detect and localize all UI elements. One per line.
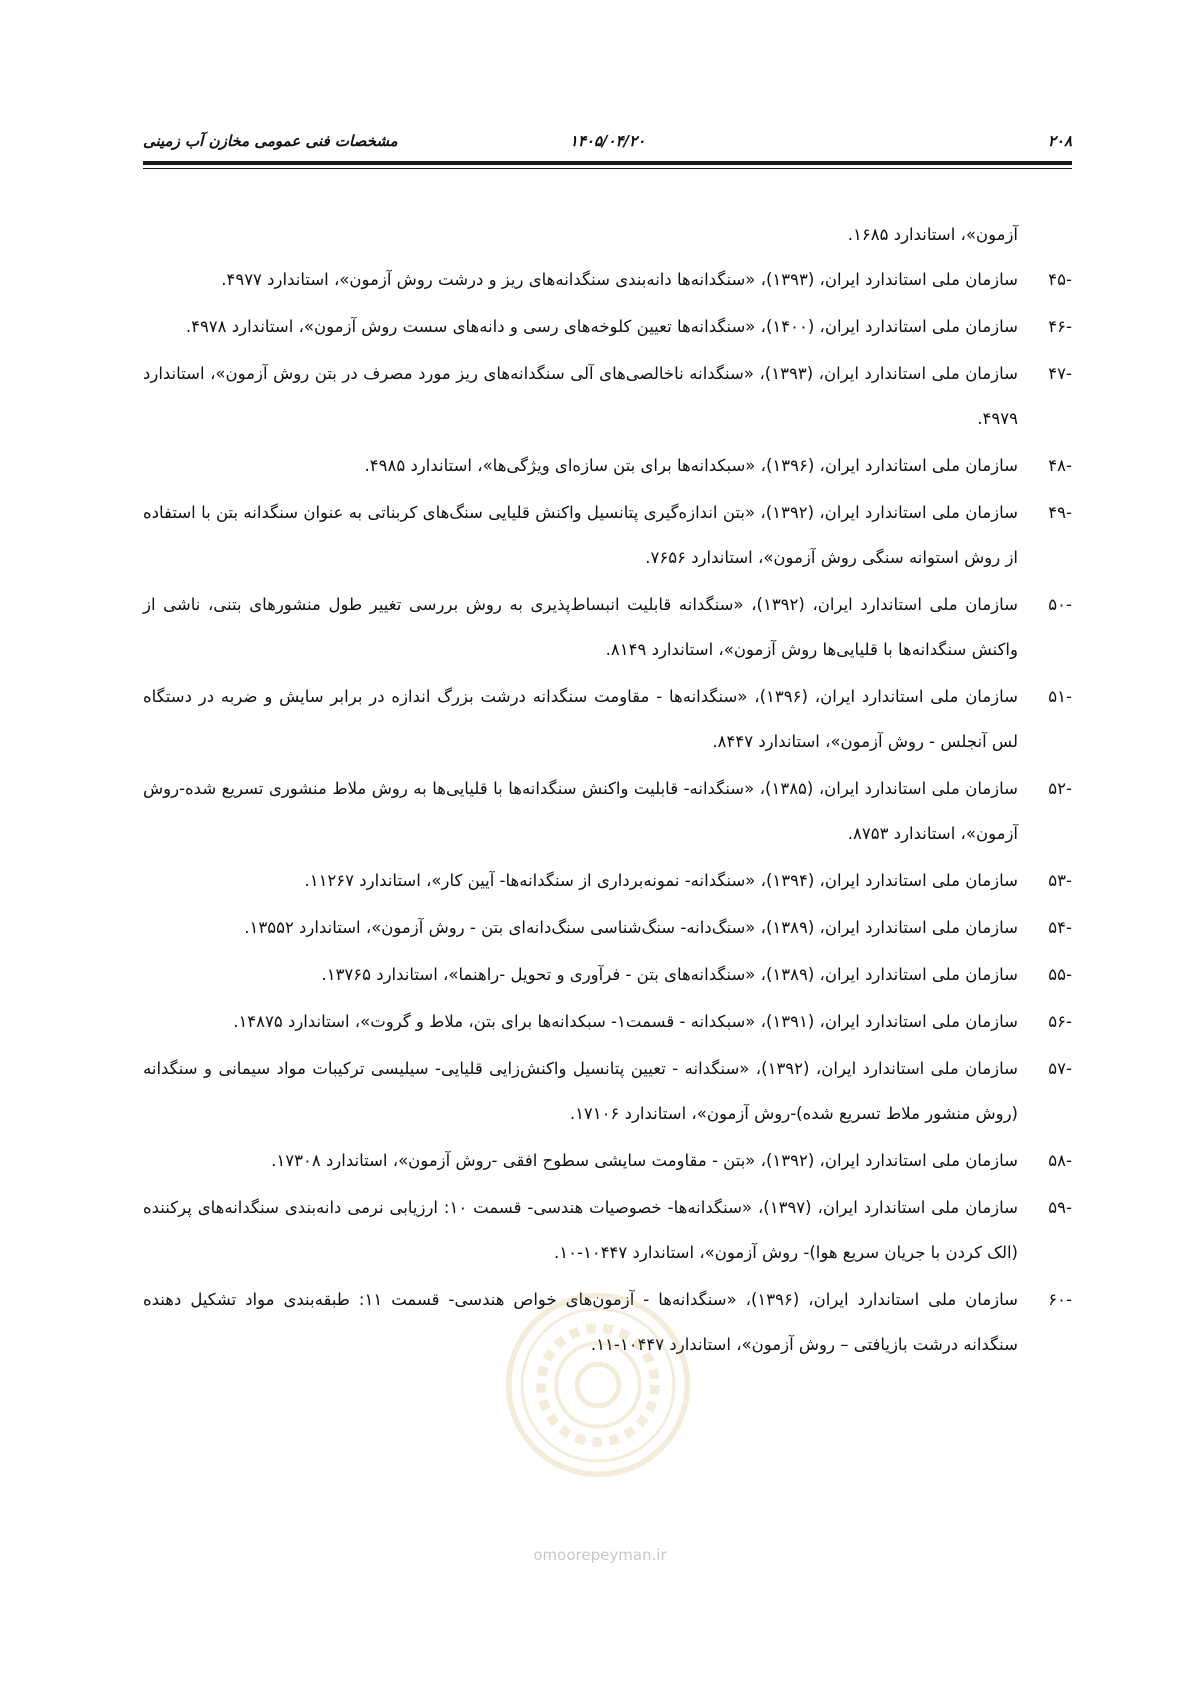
reference-item [143, 952, 1072, 997]
reference-item [143, 766, 1072, 856]
reference-item [143, 674, 1072, 764]
reference-item [143, 304, 1072, 349]
header-divider-thin [143, 168, 1072, 169]
reference-number: -۵۳ [1048, 871, 1072, 890]
reference-text: سازمان ملی استاندارد ایران، (۱۳۹۳)، «سنگدانه ناخالصی‌های آلی سنگدانه‌های ریز مورد مصرف در بتن روش آزمون»، استاندارد ۴۹۷۹. [143, 364, 1018, 428]
reference-text: سازمان ملی استاندارد ایران، (۱۳۹۲)، «سنگدانه - تعیین پتانسیل واکنش‌زایی قلیایی- سیلیسی ترکیبات مواد سیمانی و سنگدانه (روش منشور ملاط تسریع شده)-روش آزمون»، استاندارد ۱۷۱۰۶. [143, 1059, 1018, 1123]
reference-item [143, 858, 1072, 903]
header-divider-thick [143, 161, 1072, 165]
reference-number: -۵۴ [1048, 918, 1072, 937]
reference-text: سازمان ملی استاندارد ایران، (۱۳۹۲)، «سنگدانه قابلیت انبساط‌پذیری به روش بررسی تغییر طول منشورهای بتنی، ناشی از واکنش سنگدانه‌ها با قلیایی‌ها روش آزمون»، استاندارد ۸۱۴۹. [143, 595, 1018, 659]
reference-item [143, 351, 1072, 441]
reference-text: سازمان ملی استاندارد ایران، (۱۳۹۷)، «سنگدانه‌ها- خصوصیات هندسی- قسمت ۱۰: ارزیابی نرمی دانه‌بندی سنگدانه‌های پرکننده (الک کردن با جریان سریع هوا)- روش آزمون»، استاندارد ۱۰۴۴۷-۱۰. [143, 1198, 1018, 1262]
reference-number: -۵۹ [1048, 1198, 1072, 1217]
reference-number: -۵۵ [1048, 965, 1072, 984]
reference-text: سازمان ملی استاندارد ایران، (۱۳۹۶)، «سنگدانه‌ها - مقاومت سنگدانه درشت بزرگ اندازه در برابر سایش و ضربه در دستگاه لس آنجلس - روش آزمون»، استاندارد ۸۴۴۷. [143, 687, 1018, 751]
reference-number: -۴۸ [1048, 456, 1072, 475]
page-number: ۲۰۸ [1047, 132, 1072, 150]
reference-number: -۴۹ [1048, 503, 1072, 522]
reference-text: سازمان ملی استاندارد ایران، (۱۳۹۲)، «بتن - مقاومت سایشی سطوح افقی -روش آزمون»، استاندارد ۱۷۳۰۸. [271, 1151, 1018, 1170]
references-content [143, 212, 1072, 1369]
reference-number: -۵۰ [1048, 595, 1072, 614]
reference-number: -۴۶ [1048, 317, 1072, 336]
reference-number: -۶۰ [1048, 1290, 1072, 1309]
reference-text: سازمان ملی استاندارد ایران، (۱۳۹۱)، «سبکدانه - قسمت۱- سبکدانه‌ها برای بتن، ملاط و گروت»، استاندارد ۱۴۸۷۵. [233, 1012, 1018, 1031]
reference-item [143, 1046, 1072, 1136]
reference-number: -۵۶ [1048, 1012, 1072, 1031]
reference-item [143, 1138, 1072, 1183]
header-date: ۱۴۰۵/۰۴/۲۰ [569, 132, 646, 150]
reference-text: سازمان ملی استاندارد ایران، (۱۳۹۲)، «بتن اندازه‌گیری پتانسیل واکنش قلیایی سنگ‌های کربناتی به عنوان سنگدانه بتن با استفاده از روش استوانه سنگی روش آزمون»، استاندارد ۷۶۵۶. [143, 503, 1019, 567]
reference-text: سازمان ملی استاندارد ایران، (۱۳۹۶)، «سنگدانه‌ها - آزمون‌های خواص هندسی- قسمت ۱۱: طبقه‌بندی مواد تشکیل دهنده سنگدانه درشت بازیافتی – روش آزمون»، استاندارد ۱۰۴۴۷-۱۱. [143, 1290, 1018, 1354]
reference-text: سازمان ملی استاندارد ایران، (۱۴۰۰)، «سنگدانه‌ها تعیین کلوخه‌های رسی و دانه‌های سست روش آزمون»، استاندارد ۴۹۷۸. [185, 317, 1018, 336]
reference-item [143, 443, 1072, 488]
page-header [143, 128, 1072, 154]
reference-text: سازمان ملی استاندارد ایران، (۱۳۹۴)، «سنگدانه- نمونه‌برداری از سنگدانه‌ها- آیین کار»، استاندارد ۱۱۲۶۷. [304, 871, 1018, 890]
reference-item [143, 490, 1072, 580]
reference-item [143, 582, 1072, 672]
reference-number: -۴۵ [1048, 270, 1072, 289]
reference-number: -۴۷ [1048, 364, 1072, 383]
reference-item [143, 257, 1072, 302]
reference-continuation: آزمون»، استاندارد ۱۶۸۵. [847, 225, 1018, 244]
reference-item [143, 999, 1072, 1044]
reference-number: -۵۷ [1048, 1059, 1072, 1078]
header-title: مشخصات فنی عمومی مخازن آب زمینی [143, 132, 398, 150]
reference-text: سازمان ملی استاندارد ایران، (۱۳۸۹)، «سنگدانه‌های بتن - فرآوری و تحویل -راهنما»، استاندارد ۱۳۷۶۵. [321, 965, 1018, 984]
reference-text: سازمان ملی استاندارد ایران، (۱۳۹۶)، «سبکدانه‌ها برای بتن سازه‌ای ویژگی‌ها»، استاندارد ۴۹۸۵. [364, 456, 1018, 475]
reference-list [143, 257, 1072, 1367]
reference-number: -۵۲ [1048, 779, 1072, 798]
reference-text: سازمان ملی استاندارد ایران، (۱۳۸۹)، «سنگ‌دانه- سنگ‌شناسی سنگ‌دانه‌ای بتن - روش آزمون»، استاندارد ۱۳۵۵۲. [244, 918, 1018, 937]
watermark-url: omoorepeyman.ir [533, 1546, 667, 1564]
reference-text: سازمان ملی استاندارد ایران، (۱۳۸۵)، «سنگدانه- قابلیت واکنش سنگدانه‌ها با قلیایی‌ها به روش ملاط منشوری تسریع شده-روش آزمون»، استاندارد ۸۷۵۳. [143, 779, 1019, 843]
reference-item [143, 1185, 1072, 1275]
reference-number: -۵۱ [1048, 687, 1072, 706]
reference-item [143, 905, 1072, 950]
reference-item [143, 1277, 1072, 1367]
reference-text: سازمان ملی استاندارد ایران، (۱۳۹۳)، «سنگدانه‌ها دانه‌بندی سنگدانه‌های ریز و درشت روش آزمون»، استاندارد ۴۹۷۷. [221, 270, 1018, 289]
reference-number: -۵۸ [1048, 1151, 1072, 1170]
